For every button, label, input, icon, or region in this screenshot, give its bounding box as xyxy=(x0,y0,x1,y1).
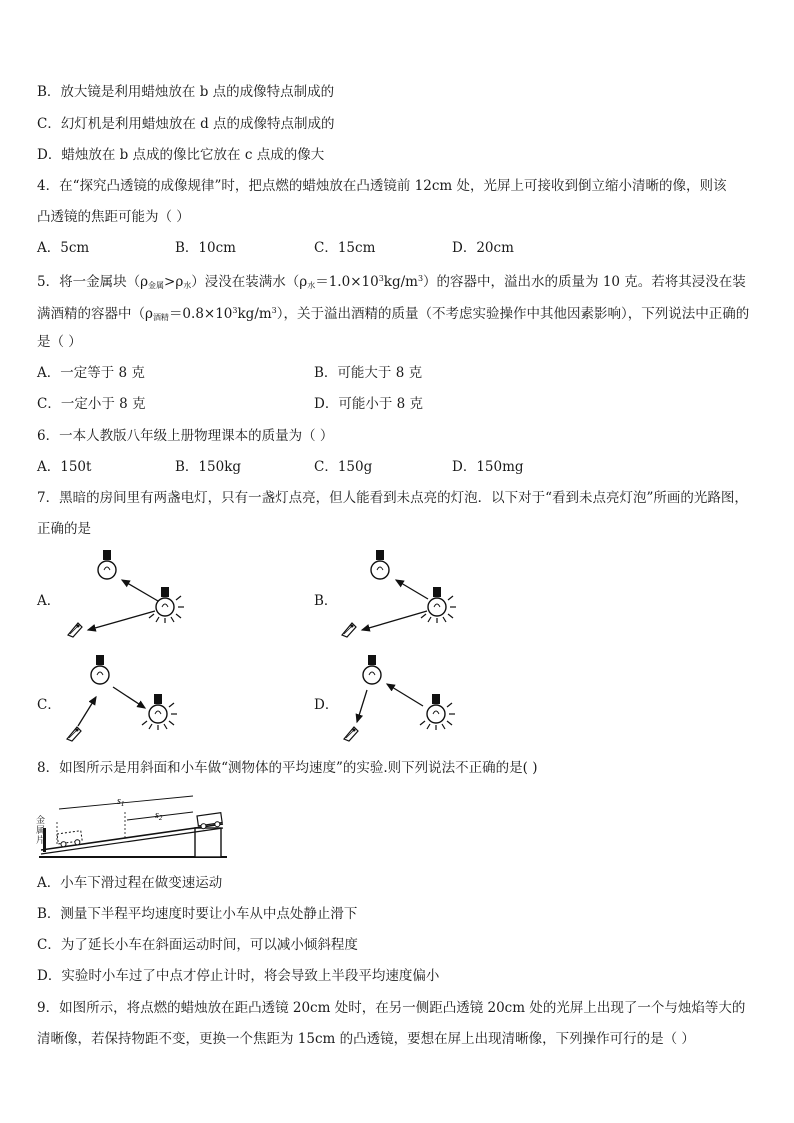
q5-option-c: C．一定小于 8 克 xyxy=(37,396,146,412)
q7-diagram-d xyxy=(344,655,455,741)
q7-stem-line1: 7．黑暗的房间里有两盏电灯，只有一盏灯点亮，但人能看到未点亮的灯泡．以下对于“看到未点亮灯泡”所画的光路图， xyxy=(37,490,748,506)
q7-label-b: B． xyxy=(314,593,338,609)
q8-option-d: D．实验时小车过了中点才停止计时，将会导致上半段平均速度偏小 xyxy=(37,968,440,984)
q7-stem-line2: 正确的是 xyxy=(37,521,91,537)
q3-option-d: D．蜡烛放在 b 点成的像比它放在 c 点成的像大 xyxy=(37,147,325,163)
q6-option-c: C．150g xyxy=(314,459,373,475)
q5-option-b: B．可能大于 8 克 xyxy=(314,365,423,381)
q6-stem: 6．一本人教版八年级上册物理课本的质量为（ ） xyxy=(37,428,334,444)
q3-option-b: B．放大镜是利用蜡烛放在 b 点的成像特点制成的 xyxy=(37,84,335,100)
q7-diagram-b xyxy=(342,550,456,637)
metal-plate-label: 金属片 xyxy=(36,816,46,846)
q7-label-c: C． xyxy=(37,697,61,713)
q6-option-d: D．150mg xyxy=(452,459,524,475)
q4-option-d: D．20cm xyxy=(452,240,514,256)
q6-option-b: B．150kg xyxy=(175,459,242,475)
q6-option-a: A．150t xyxy=(37,459,92,475)
q8-incline-figure xyxy=(37,792,237,862)
q7-label-d: D． xyxy=(314,697,339,713)
q9-stem-line1: 9．如图所示，将点燃的蜡烛放在距凸透镜 20cm 处时，在另一侧距凸透镜 20cm 处的光屏上出现了一个与烛焰等大的 xyxy=(37,1000,746,1016)
q7-diagram-c xyxy=(67,655,177,741)
q5-option-a: A．一定等于 8 克 xyxy=(37,365,145,381)
q8-option-b: B．测量下半程平均速度时要让小车从中点处静止滑下 xyxy=(37,906,358,922)
q5-option-d: D．可能小于 8 克 xyxy=(314,396,423,412)
q8-option-c: C．为了延长小车在斜面运动时间，可以减小倾斜程度 xyxy=(37,937,358,953)
q7-label-a: A． xyxy=(37,593,61,609)
q8-stem: 8．如图所示是用斜面和小车做“测物体的平均速度”的实验.则下列说法不正确的是( ) xyxy=(37,760,538,776)
q8-option-a: A．小车下滑过程在做变速运动 xyxy=(37,875,223,891)
q4-option-b: B．10cm xyxy=(175,240,236,256)
q3-option-c: C．幻灯机是利用蜡烛放在 d 点的成像特点制成的 xyxy=(37,116,335,132)
q7-diagram-a xyxy=(68,550,184,637)
q4-stem-line2: 凸透镜的焦距可能为（ ） xyxy=(37,209,190,225)
q5-stem-line1: 5．将一金属块$(\rho_{金属}>\rho_水)$浸没在装满水$(\rho_水=1.0\times 10^3kg/m^3)$的容器中，溢出水的质量为 10 克。若将其浸没在装 xyxy=(37,274,746,290)
q4-option-c: C．15cm xyxy=(314,240,376,256)
s2-label: $s_2$ xyxy=(155,810,163,822)
q5-stem-line3: 是（ ） xyxy=(37,334,82,350)
q4-stem-line1: 4．在“探究凸透镜的成像规律”时，把点燃的蜡烛放在凸透镜前 12cm 处，光屏上可接收到倒立缩小清晰的像，则该 xyxy=(37,178,727,194)
s1-label: $s_1$ xyxy=(117,796,125,808)
q4-option-a: A．5cm xyxy=(37,240,90,256)
q9-stem-line2: 清晰像，若保持物距不变，更换一个焦距为 15cm 的凸透镜，要想在屏上出现清晰像，下列操作可行的是（ ） xyxy=(37,1031,695,1047)
q5-stem-line2: 满酒精的容器中$(\rho_{酒精}=0.8\times 10^3kg/m^3)$，关于溢出酒精的质量（不考虑实验操作中其他因素影响），下列说法中正确的 xyxy=(37,306,750,322)
